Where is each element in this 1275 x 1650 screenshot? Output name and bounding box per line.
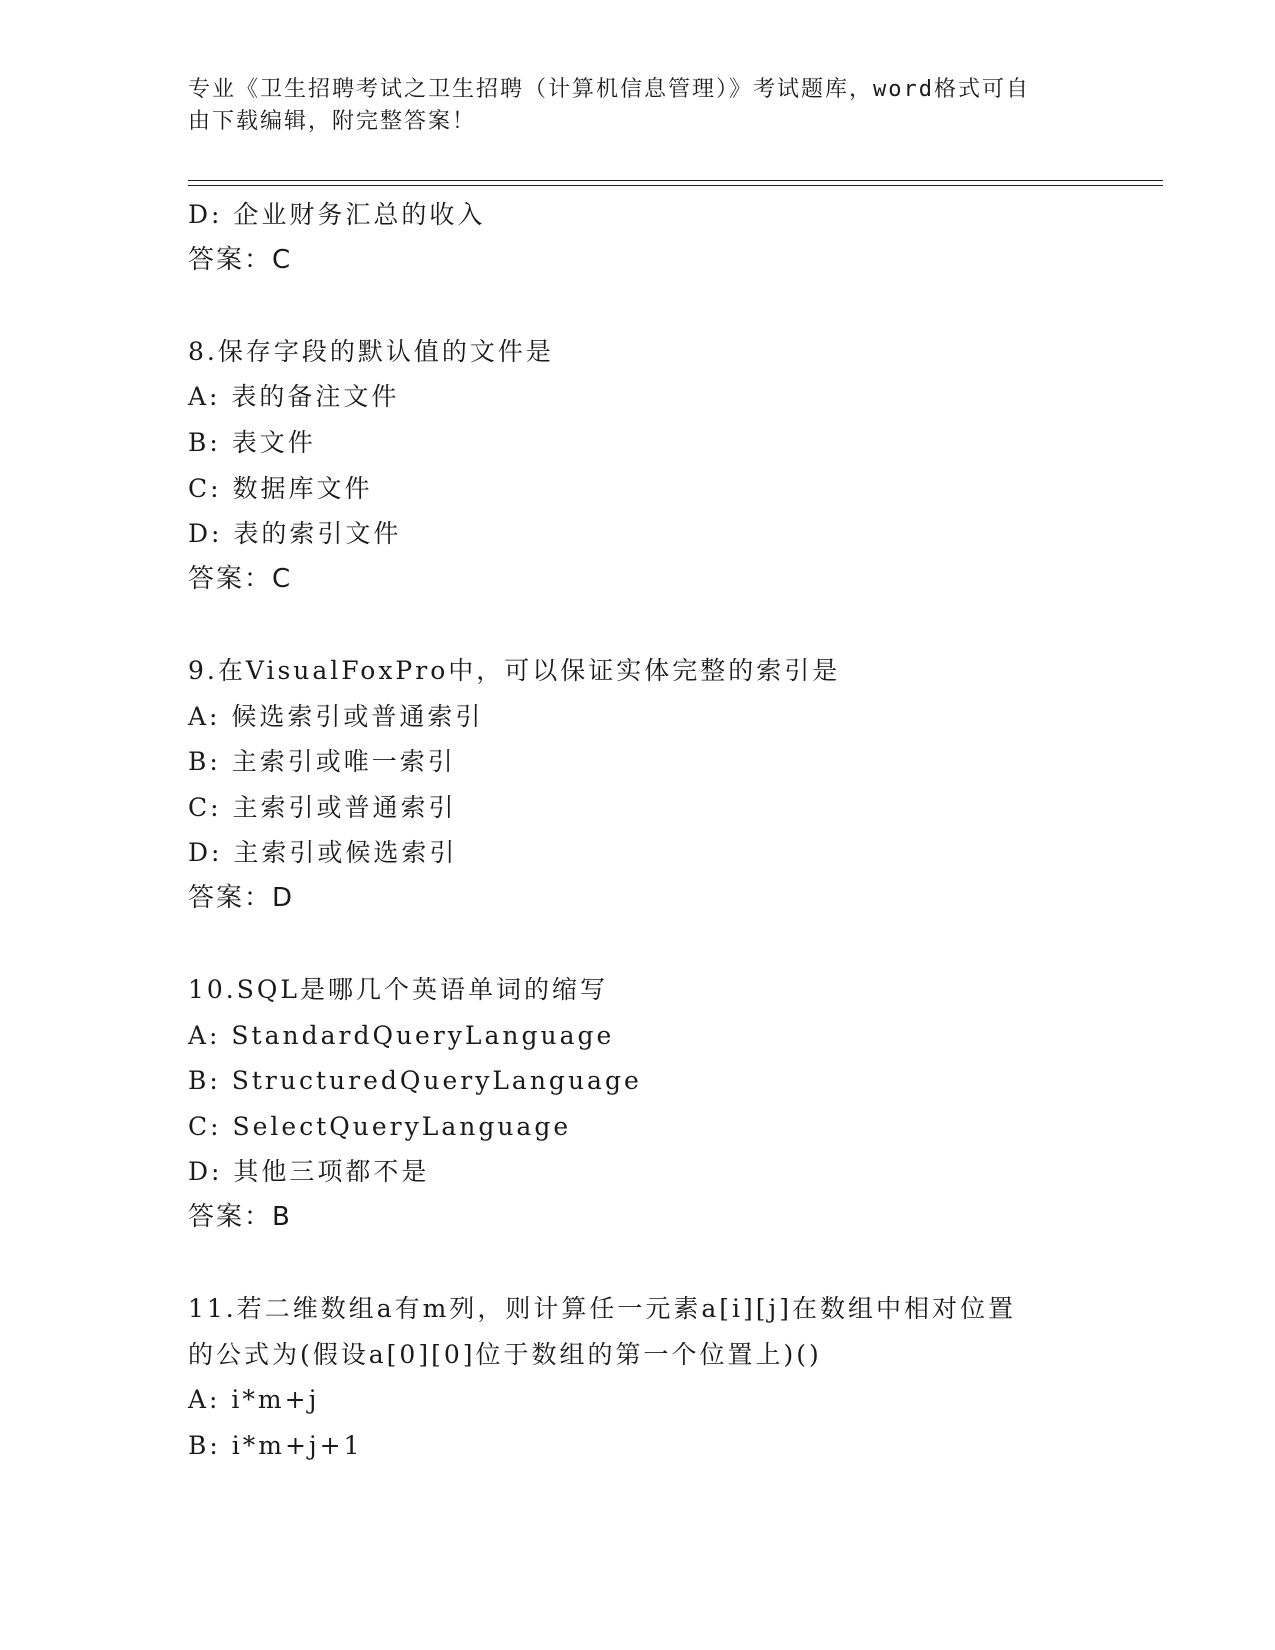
header-divider-bottom (188, 185, 1163, 186)
question-stem-line-2: 的公式为(假设a[0][0]位于数组的第一个位置上)() (188, 1339, 822, 1369)
question-block-10 (188, 967, 1088, 1241)
question-stem: 9.在VisualFoxPro中，可以保证实体完整的索引是 (188, 655, 841, 685)
option-a: A: 候选索引或普通索引 (188, 701, 484, 731)
answer-line: 答案：D (188, 882, 295, 913)
spacer (188, 1241, 1088, 1287)
option-d: D: 其他三项都不是 (188, 1157, 430, 1187)
question-block-7 (188, 192, 1088, 283)
answer-line: 答案：C (188, 563, 293, 594)
option-d: D: 主索引或候选索引 (188, 838, 458, 868)
option-c: C: 数据库文件 (188, 473, 373, 503)
question-list (188, 192, 1088, 1469)
answer-line: 答案：B (188, 1202, 292, 1233)
option-d: D: 企业财务汇总的收入 (188, 200, 486, 229)
question-block-8 (188, 329, 1088, 603)
question-block-11 (188, 1286, 1088, 1468)
option-b: B: 主索引或唯一索引 (188, 747, 456, 777)
option-a: A: 表的备注文件 (188, 382, 400, 412)
question-stem-line-1: 11.若二维数组a有m列，则计算任一元素a[i][j]在数组中相对位置 (188, 1294, 1017, 1324)
option-b: B: StructuredQueryLanguage (188, 1066, 642, 1096)
spacer (188, 922, 1088, 968)
option-b: B: i*m+j+1 (188, 1431, 363, 1461)
option-a: A: i*m+j (188, 1385, 320, 1415)
question-stem: 10.SQL是哪几个英语单词的缩写 (188, 975, 608, 1005)
question-block-9 (188, 648, 1088, 922)
header-line-2: 由下载编辑，附完整答案！ (188, 109, 477, 134)
answer-line: 答案：C (188, 244, 293, 275)
document-header (188, 74, 1088, 138)
spacer (188, 283, 1088, 329)
header-divider-top (188, 180, 1163, 181)
header-line-1: 专业《卫生招聘考试之卫生招聘（计算机信息管理）》考试题库，word格式可自 (188, 77, 1030, 102)
option-a: A: StandardQueryLanguage (188, 1020, 615, 1050)
spacer (188, 602, 1088, 648)
option-b: B: 表文件 (188, 427, 316, 457)
question-stem: 8.保存字段的默认值的文件是 (188, 336, 554, 366)
option-c: C: 主索引或普通索引 (188, 792, 457, 822)
option-d: D: 表的索引文件 (188, 519, 402, 549)
option-c: C: SelectQueryLanguage (188, 1111, 572, 1141)
